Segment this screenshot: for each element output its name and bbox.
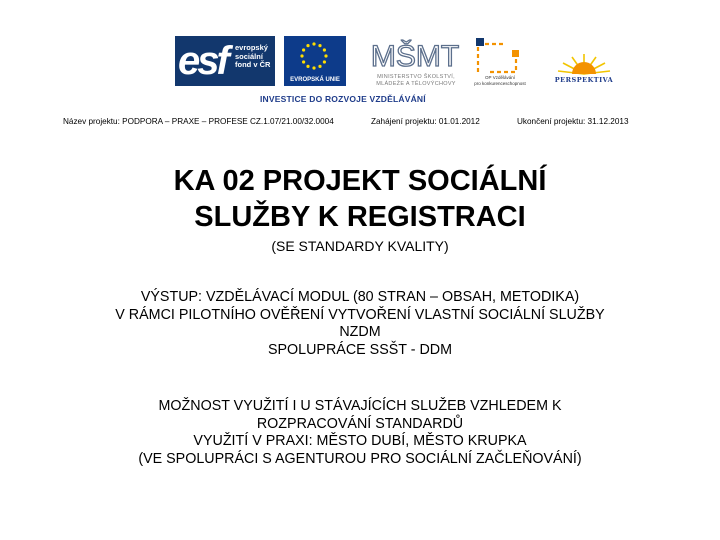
logo-strip — [170, 28, 620, 110]
op-caption-line: pro konkurenceschopnost — [474, 80, 526, 86]
esf-caption-line: fond v ČR — [235, 60, 271, 69]
output-line: V RÁMCI PILOTNÍHO OVĚŘENÍ VYTVOŘENÍ VLASTNÍ SOCIÁLNÍ SLUŽBY — [115, 306, 605, 323]
slide-subtitle: (SE STANDARDY KVALITY) — [271, 238, 449, 254]
project-start: Zahájení projektu: 01.01.2012 — [371, 117, 480, 126]
output-block — [60, 289, 660, 359]
esf-caption — [235, 44, 270, 70]
investice-text: INVESTICE DO ROZVOJE VZDĚLÁVÁNÍ — [260, 94, 426, 104]
output-line: NZDM — [339, 324, 381, 340]
usage-line: VYUŽITÍ V PRAXI: MĚSTO DUBÍ, MĚSTO KRUPKA — [193, 433, 527, 449]
usage-line: ROZPRACOVÁNÍ STANDARDŮ — [256, 415, 464, 432]
msmt-caption-line: MLÁDEŽE A TĚLOVÝCHOVY — [376, 80, 456, 87]
slide-title-line: SLUŽBY K REGISTRACI — [194, 201, 526, 233]
msmt-monogram-icon — [370, 32, 460, 74]
slide-title — [60, 163, 660, 235]
usage-line: MOŽNOST VYUŽITÍ I U STÁVAJÍCÍCH SLUŽEB VZHLEDEM K — [158, 398, 562, 414]
esf-caption-line: sociální — [235, 51, 263, 61]
op-square-icon — [512, 50, 519, 57]
esf-letters: esf — [178, 39, 227, 83]
project-end: Ukončení projektu: 31.12.2013 — [517, 117, 629, 126]
eu-stars-icon — [294, 40, 334, 72]
msmt-caption — [370, 74, 462, 87]
op-caption — [470, 75, 530, 86]
usage-block — [60, 398, 660, 468]
eu-caption: EVROPSKÁ UNIE — [290, 77, 340, 83]
output-line: VÝSTUP: VZDĚLÁVACÍ MODUL (80 STRAN – OBSAH, METODIKA) — [140, 289, 580, 305]
op-caption-line: OP Vzdělávání — [485, 75, 515, 80]
project-name: Název projektu: PODPORA – PRAXE – PROFESE CZ.1.07/21.00/32.0004 — [63, 117, 334, 126]
msmt-letters: MŠMT — [370, 40, 460, 73]
output-line: SPOLUPRÁCE SSŠT - DDM — [267, 341, 453, 358]
esf-logo — [175, 36, 275, 86]
slide-title-line: KA 02 PROJEKT SOCIÁLNÍ — [173, 165, 547, 197]
msmt-caption-line: MINISTERSTVO ŠKOLSTVÍ, — [377, 74, 455, 80]
perspektiva-caption: PERSPEKTIVA — [554, 76, 614, 84]
esf-caption-line: evropský — [235, 43, 268, 52]
investice-banner — [260, 94, 450, 106]
eu-flag-logo — [284, 36, 346, 86]
usage-line: (VE SPOLUPRÁCI S AGENTUROU PRO SOCIÁLNÍ ZAČLEŇOVÁNÍ) — [138, 450, 582, 467]
op-square-icon — [476, 38, 484, 46]
msmt-logo — [370, 32, 460, 92]
